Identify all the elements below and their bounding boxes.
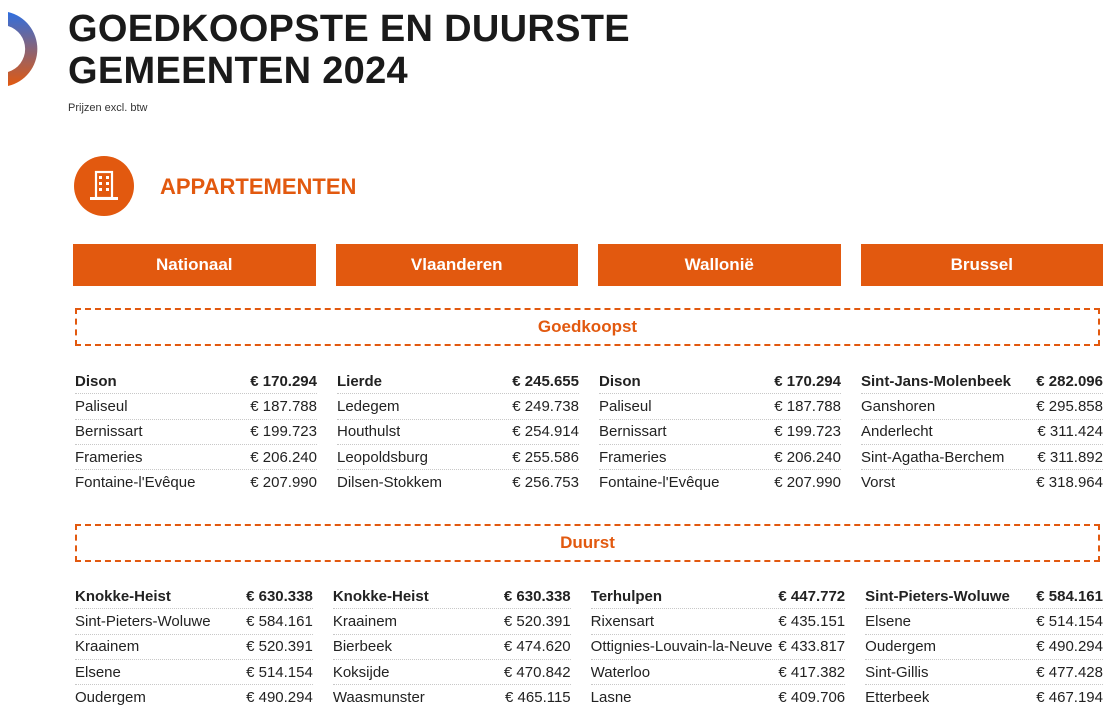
municipality-price: € 467.194: [1036, 688, 1103, 706]
table-row: [75, 660, 313, 685]
municipality-price: € 295.858: [1036, 397, 1103, 415]
tab-wallonie[interactable]: Wallonië: [598, 244, 841, 286]
table-row: [865, 609, 1103, 634]
page-title: [68, 8, 630, 92]
municipality-price: € 256.753: [512, 473, 579, 491]
table-row: [75, 685, 313, 709]
region-column: [591, 584, 846, 709]
municipality-price: € 206.240: [774, 448, 841, 466]
municipality-name: Etterbeek: [865, 688, 930, 706]
municipality-name: Elsene: [865, 612, 912, 630]
municipality-price: € 170.294: [250, 372, 317, 390]
municipality-name: Paliseul: [75, 397, 128, 415]
cheapest-table: [75, 369, 1103, 494]
municipality-price: € 584.161: [1036, 587, 1103, 605]
region-column: [75, 369, 317, 494]
table-row: [75, 470, 317, 494]
table-row: [599, 420, 841, 445]
table-row: [75, 369, 317, 394]
municipality-name: Waasmunster: [332, 688, 425, 706]
table-row: [75, 635, 313, 660]
table-row: [75, 420, 317, 445]
municipality-price: € 207.990: [774, 473, 841, 491]
table-row: [599, 369, 841, 394]
municipality-price: € 318.964: [1036, 473, 1103, 491]
table-row: [591, 584, 846, 609]
municipality-price: € 409.706: [778, 688, 846, 706]
table-row: [861, 369, 1103, 394]
table-row: [337, 369, 579, 394]
most-expensive-header: Duurst: [75, 524, 1100, 562]
table-row: [861, 394, 1103, 419]
municipality-name: Frameries: [75, 448, 143, 466]
municipality-name: Sint-Jans-Molenbeek: [861, 372, 1012, 390]
municipality-price: € 207.990: [250, 473, 317, 491]
page-title-line1: GOEDKOOPSTE EN DUURSTE: [68, 8, 630, 50]
municipality-price: € 490.294: [246, 688, 313, 706]
municipality-price: € 630.338: [503, 587, 571, 605]
table-row: [861, 470, 1103, 494]
municipality-price: € 630.338: [246, 587, 313, 605]
municipality-name: Kraainem: [332, 612, 398, 630]
table-row: [861, 420, 1103, 445]
municipality-name: Sint-Pieters-Woluwe: [75, 612, 211, 630]
table-row: [599, 445, 841, 470]
municipality-name: Rixensart: [590, 612, 655, 630]
table-row: [75, 445, 317, 470]
table-row: [865, 635, 1103, 660]
municipality-price: € 520.391: [246, 638, 313, 656]
municipality-name: Ganshoren: [861, 397, 936, 415]
municipality-name: Bernissart: [75, 423, 143, 441]
municipality-name: Lasne: [590, 688, 632, 706]
table-row: [337, 445, 579, 470]
region-column: [333, 584, 571, 709]
municipality-name: Sint-Agatha-Berchem: [861, 448, 1005, 466]
municipality-price: € 514.154: [1036, 612, 1103, 630]
municipality-price: € 447.772: [778, 587, 846, 605]
region-column: [337, 369, 579, 494]
section-title: APPARTEMENTEN: [160, 174, 357, 199]
region-column: [865, 584, 1103, 709]
table-row: [75, 394, 317, 419]
municipality-name: Bernissart: [599, 423, 667, 441]
municipality-name: Dilsen-Stokkem: [337, 473, 443, 491]
municipality-name: Oudergem: [75, 688, 146, 706]
page-title-line2: GEMEENTEN 2024: [68, 50, 408, 92]
building-icon: [74, 156, 134, 216]
municipality-price: € 255.586: [512, 448, 579, 466]
municipality-price: € 433.817: [778, 638, 846, 656]
municipality-name: Elsene: [75, 663, 121, 681]
table-row: [333, 609, 571, 634]
municipality-name: Sint-Gillis: [865, 663, 929, 681]
municipality-name: Dison: [75, 372, 117, 390]
municipality-name: Houthulst: [337, 423, 401, 441]
municipality-name: Vorst: [861, 473, 896, 491]
municipality-name: Leopoldsburg: [337, 448, 428, 466]
table-row: [333, 635, 571, 660]
table-row: [861, 445, 1103, 470]
table-row: [337, 394, 579, 419]
table-row: [337, 470, 579, 494]
region-tabs: [73, 244, 1103, 286]
table-row: [599, 470, 841, 494]
municipality-name: Knokke-Heist: [332, 587, 429, 605]
municipality-name: Fontaine-l'Evêque: [75, 473, 196, 491]
municipality-name: Knokke-Heist: [75, 587, 171, 605]
municipality-price: € 245.655: [512, 372, 579, 390]
tab-brussel[interactable]: Brussel: [861, 244, 1104, 286]
table-row: [591, 635, 846, 660]
municipality-price: € 199.723: [774, 423, 841, 441]
table-row: [865, 660, 1103, 685]
table-row: [591, 609, 846, 634]
municipality-price: € 520.391: [503, 612, 571, 630]
municipality-price: € 435.151: [778, 612, 846, 630]
table-row: [333, 584, 571, 609]
municipality-price: € 249.738: [512, 397, 579, 415]
municipality-name: Dison: [599, 372, 641, 390]
table-row: [591, 685, 846, 709]
municipality-price: € 490.294: [1036, 638, 1103, 656]
municipality-price: € 477.428: [1036, 663, 1103, 681]
municipality-price: € 199.723: [250, 423, 317, 441]
municipality-name: Paliseul: [599, 397, 652, 415]
municipality-price: € 465.115: [505, 688, 571, 706]
table-row: [333, 660, 571, 685]
table-row: [75, 609, 313, 634]
municipality-price: € 584.161: [246, 612, 313, 630]
municipality-name: Ledegem: [337, 397, 400, 415]
tab-nationaal[interactable]: Nationaal: [73, 244, 316, 286]
municipality-price: € 417.382: [778, 663, 846, 681]
municipality-name: Koksijde: [332, 663, 390, 681]
municipality-name: Fontaine-l'Evêque: [599, 473, 720, 491]
table-row: [591, 660, 846, 685]
table-row: [337, 420, 579, 445]
municipality-name: Waterloo: [590, 663, 651, 681]
municipality-name: Lierde: [337, 372, 383, 390]
municipality-price: € 170.294: [774, 372, 841, 390]
municipality-price: € 187.788: [250, 397, 317, 415]
municipality-name: Kraainem: [75, 638, 140, 656]
municipality-name: Bierbeek: [332, 638, 393, 656]
municipality-price: € 206.240: [250, 448, 317, 466]
municipality-price: € 470.842: [503, 663, 571, 681]
municipality-name: Frameries: [599, 448, 667, 466]
municipality-price: € 514.154: [246, 663, 313, 681]
municipality-price: € 311.892: [1037, 448, 1103, 466]
municipality-name: Sint-Pieters-Woluwe: [865, 587, 1010, 605]
municipality-price: € 474.620: [503, 638, 571, 656]
municipality-price: € 254.914: [512, 423, 579, 441]
municipality-name: Terhulpen: [590, 587, 663, 605]
tab-vlaanderen[interactable]: Vlaanderen: [336, 244, 579, 286]
table-row: [599, 394, 841, 419]
region-column: [599, 369, 841, 494]
table-row: [333, 685, 571, 709]
table-row: [75, 584, 313, 609]
most-expensive-table: [75, 584, 1103, 709]
region-column: [861, 369, 1103, 494]
table-row: [865, 584, 1103, 609]
table-row: [865, 685, 1103, 709]
cheapest-header: Goedkoopst: [75, 308, 1100, 346]
region-column: [75, 584, 313, 709]
municipality-name: Ottignies-Louvain-la-Neuve: [590, 638, 773, 656]
municipality-price: € 311.424: [1037, 423, 1103, 441]
municipality-name: Oudergem: [865, 638, 937, 656]
municipality-price: € 187.788: [774, 397, 841, 415]
brand-logo: [0, 8, 48, 90]
municipality-price: € 282.096: [1036, 372, 1103, 390]
municipality-name: Anderlecht: [861, 423, 933, 441]
page-subtitle: Prijzen excl. btw: [68, 102, 148, 114]
